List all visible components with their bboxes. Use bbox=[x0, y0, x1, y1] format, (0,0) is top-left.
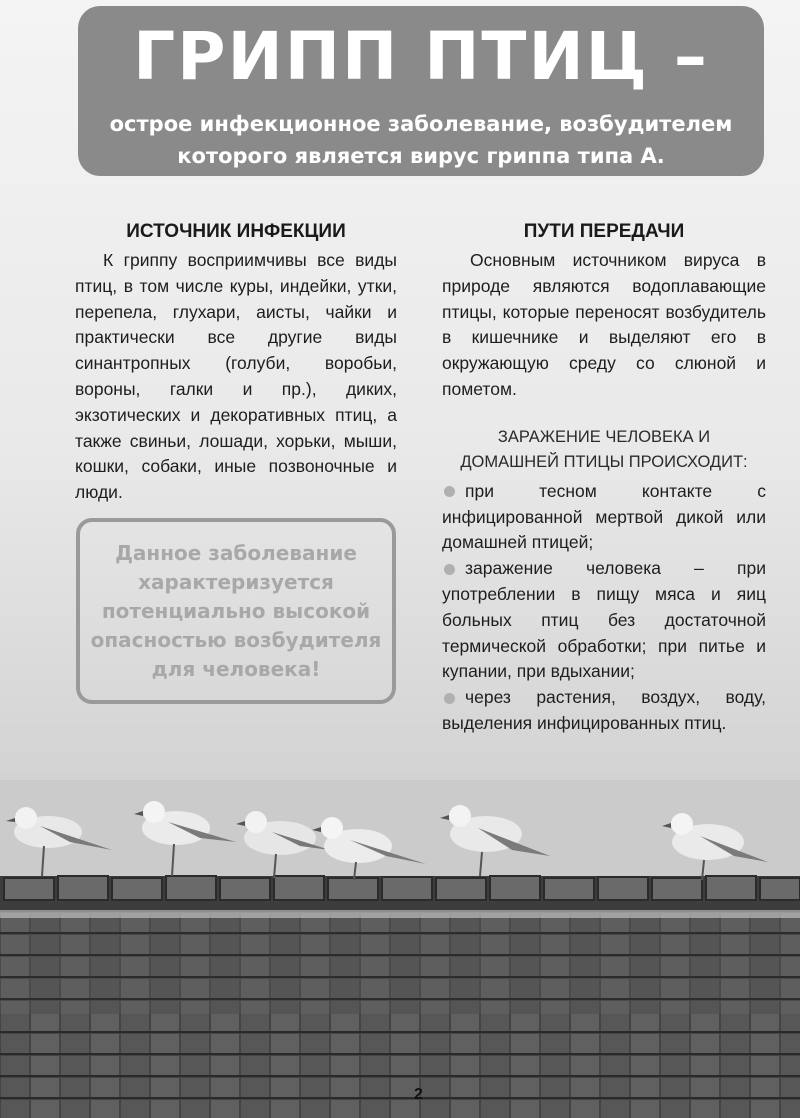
transmission-text: Основным источником вируса в природе являются водоплавающие птицы, которые переносят возбудитель в кишечнике и выделяют его в окружающую среду со слюной и пометом. bbox=[442, 250, 766, 399]
infection-source-heading: ИСТОЧНИК ИНФЕКЦИИ bbox=[126, 221, 346, 242]
page-number: 2 bbox=[414, 1086, 423, 1103]
transmission-heading: ПУТИ ПЕРЕДАЧИ bbox=[523, 221, 685, 242]
list-item-text: заражение человека – при употреблении в пищу мяса и яиц больных птиц без достаточной термической обработки; при питье и купании, при вдыхании; bbox=[442, 558, 766, 682]
page-title: ГРИПП ПТИЦ – bbox=[133, 18, 709, 95]
header-banner bbox=[78, 6, 764, 176]
list-item-text: через растения, воздух, воду, выделения инфицированных птиц. bbox=[442, 687, 766, 733]
list-item bbox=[442, 685, 766, 737]
subtitle-line-1: острое инфекционное заболевание, возбудителем bbox=[109, 112, 733, 136]
list-item bbox=[442, 479, 766, 556]
danger-notice-text: Данное заболевание характеризуется потенциально высокой опасностью возбудителя для человека! bbox=[90, 540, 382, 681]
list-item bbox=[442, 556, 766, 685]
infection-ways-subheading bbox=[442, 425, 766, 475]
subheading-line-2: ДОМАШНЕЙ ПТИЦЫ ПРОИСХОДИТ: bbox=[460, 452, 748, 471]
page-subtitle bbox=[78, 108, 764, 172]
subtitle-line-2: которого является вирус гриппа типа А. bbox=[177, 144, 665, 168]
transmission-section bbox=[442, 218, 766, 737]
danger-notice-box bbox=[76, 518, 396, 704]
seagulls-on-roof-image bbox=[0, 780, 800, 1118]
bullet-dot-icon bbox=[444, 693, 455, 704]
subheading-line-1: ЗАРАЖЕНИЕ ЧЕЛОВЕКА И bbox=[497, 427, 711, 446]
bullet-dot-icon bbox=[444, 486, 455, 497]
infection-source-text: К гриппу восприимчивы все виды птиц, в том числе куры, индейки, утки, перепела, глухари, аисты, чайки и практически все другие виды синантропных (голуби, воробьи, вороны, галки и пр.), диких, экзотических и декоративных птиц, а также свиньи, лошади, хорьки, мыши, кошки, собаки, иные позвоночные и люди. bbox=[75, 250, 397, 503]
bullet-dot-icon bbox=[444, 564, 455, 575]
list-item-text: при тесном контакте с инфицированной мертвой дикой или домашней птицей; bbox=[442, 480, 766, 553]
infection-source-section bbox=[75, 218, 397, 506]
